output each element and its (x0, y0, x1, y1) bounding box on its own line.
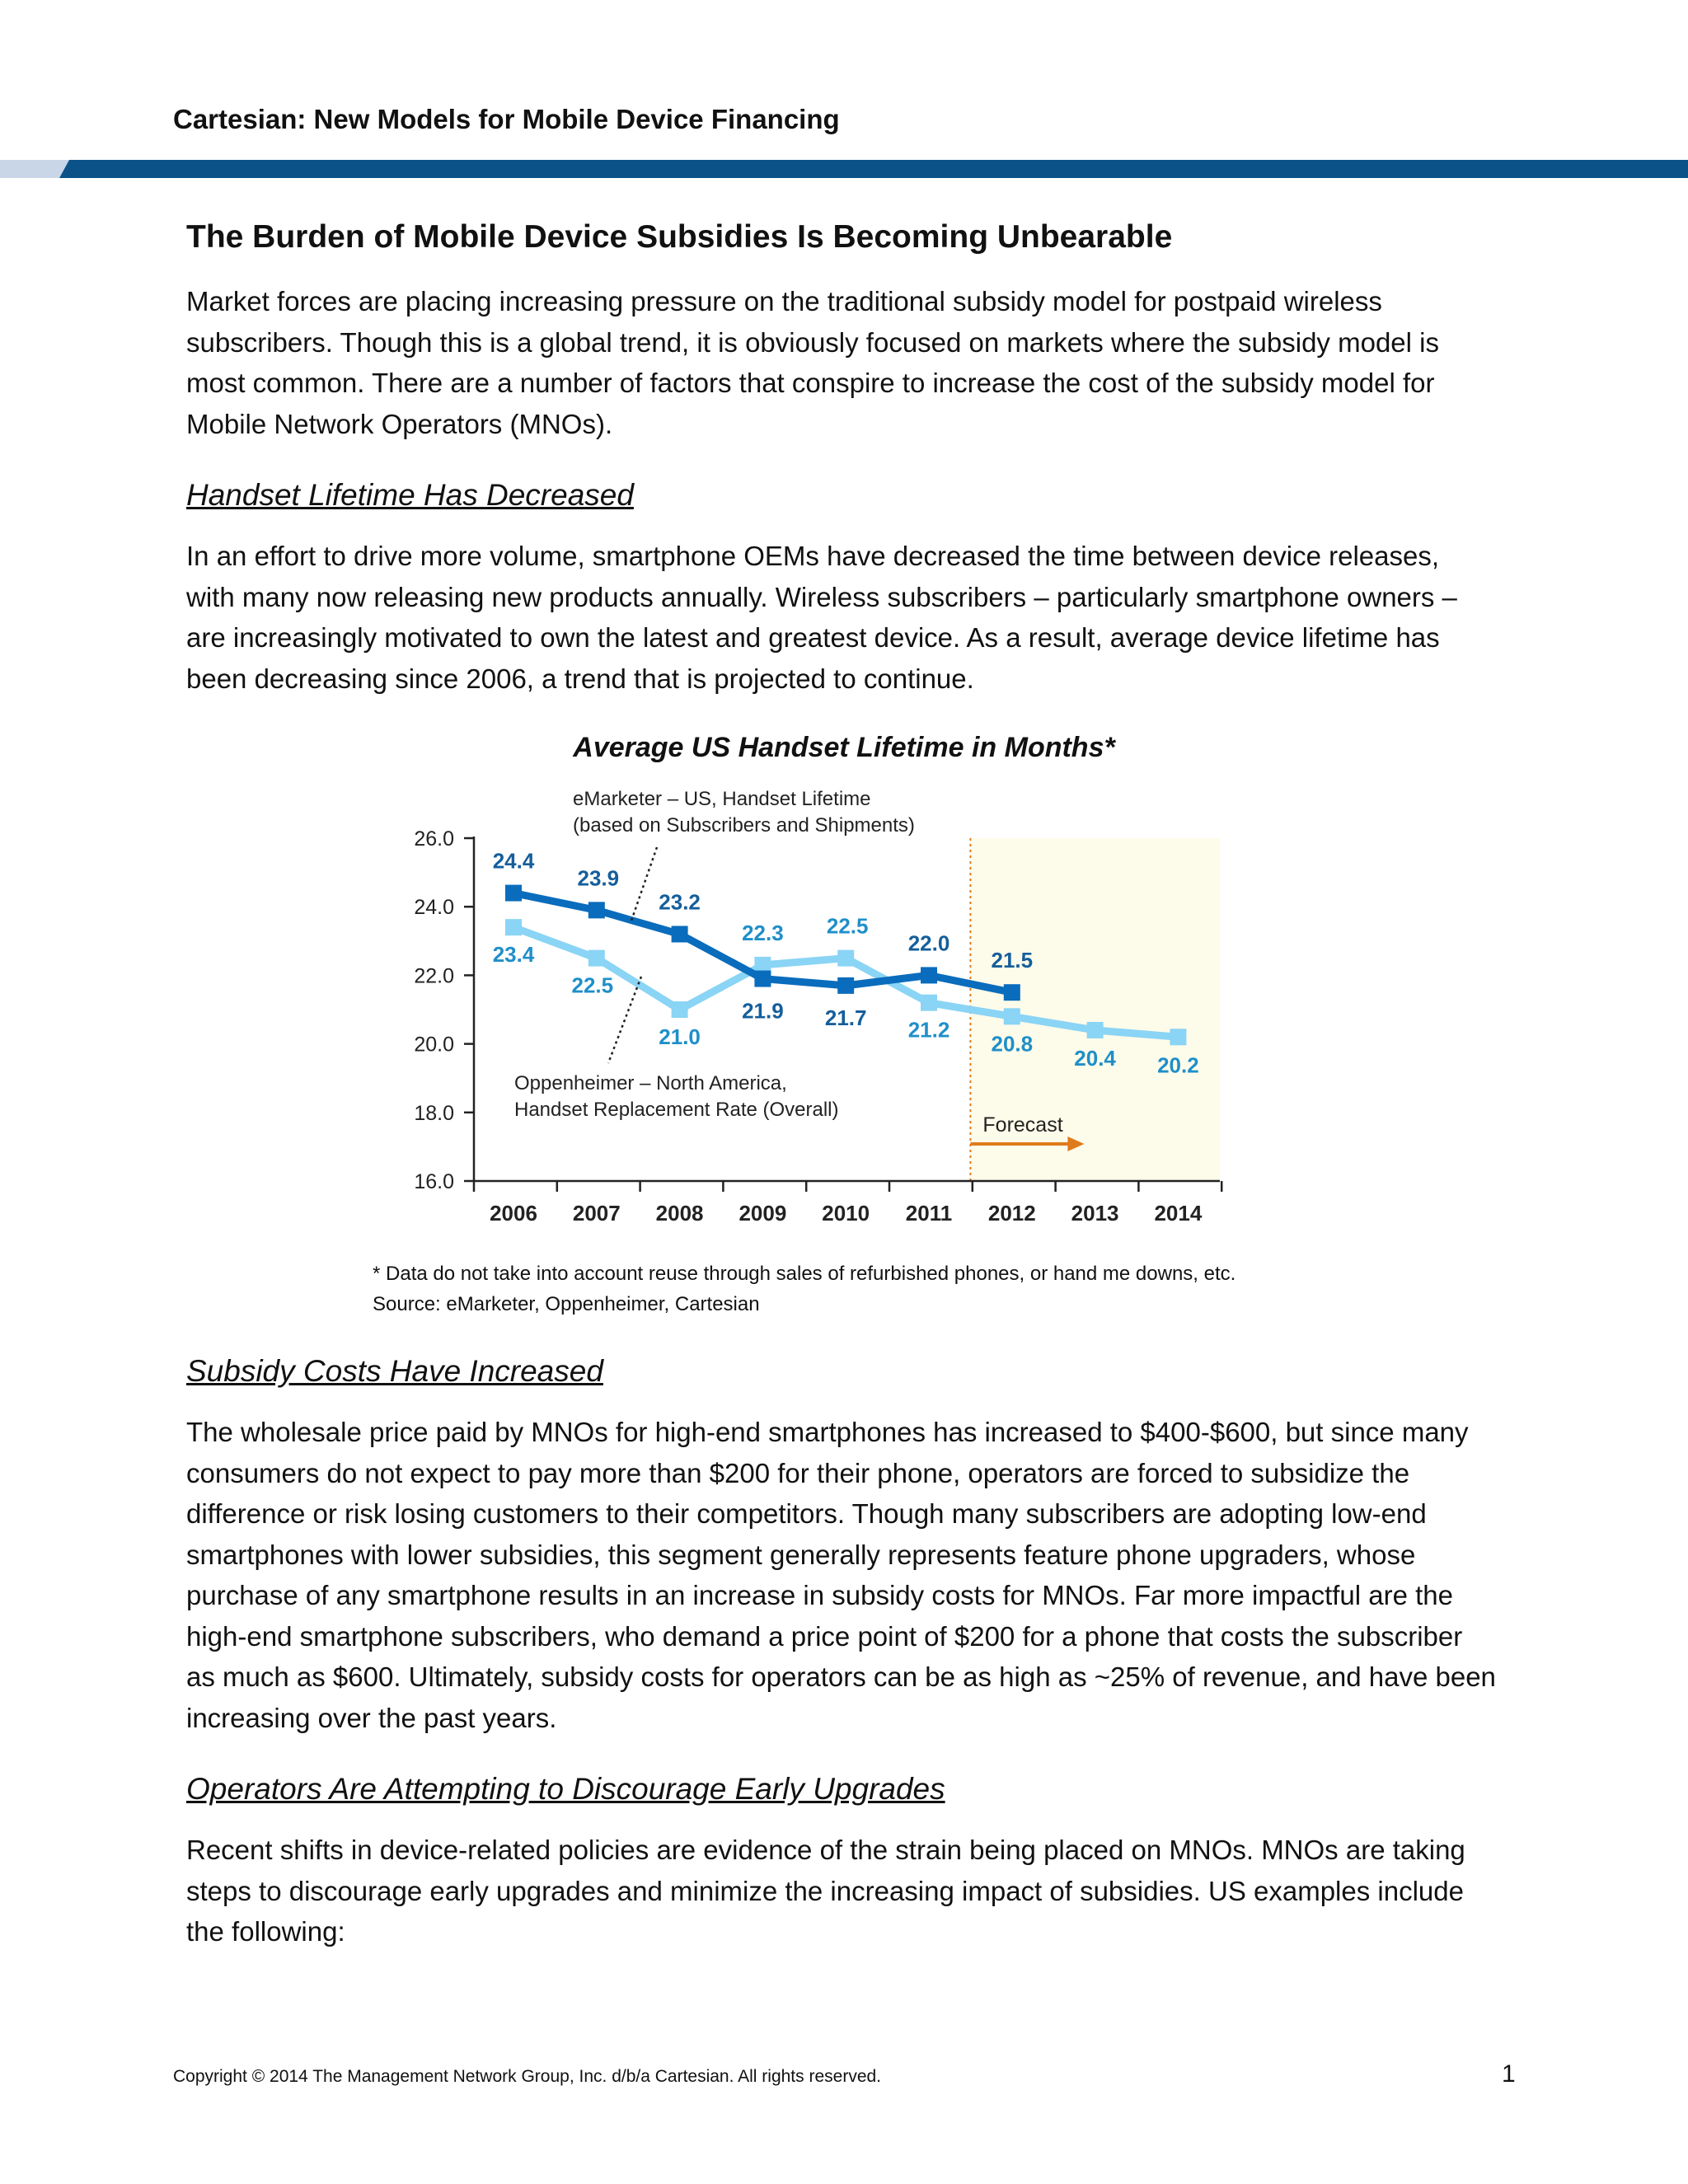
data-point-marker (672, 1001, 688, 1018)
operators-line: Recent shifts in device-related policies are evidence of the strain being placed on MNOs. MNOs are taking (186, 1835, 1465, 1865)
x-tick-label: 2012 (987, 1201, 1036, 1226)
data-point-marker (505, 919, 522, 935)
section-heading: The Burden of Mobile Device Subsidies Is Becoming Unbearable (186, 219, 1173, 255)
data-value-label: 22.3 (742, 920, 784, 945)
data-value-label: 22.5 (571, 972, 614, 998)
data-point-marker (1004, 984, 1020, 1001)
y-tick-label: 24.0 (414, 896, 454, 920)
header-bar-light-segment (0, 160, 69, 178)
header-bar-dark-segment (59, 160, 1688, 178)
handset-line: are increasingly motivated to own the latest and greatest device. As a result, average device lifetime has (186, 622, 1440, 653)
x-tick-label: 2006 (490, 1201, 537, 1226)
data-point-marker (837, 977, 854, 994)
data-value-label: 21.2 (907, 1017, 950, 1043)
document-header-title: Cartesian: New Models for Mobile Device Financing (173, 104, 840, 134)
data-value-label: 21.5 (991, 948, 1034, 973)
x-tick-label: 2013 (1071, 1201, 1119, 1226)
data-value-label: 24.4 (492, 848, 535, 874)
x-tick-label: 2010 (822, 1201, 870, 1226)
data-value-label: 23.2 (659, 889, 701, 915)
subsidy-line: as much as $600. Ultimately, subsidy costs for operators can be as high as ~25% of revenue, and have been (186, 1661, 1496, 1692)
data-point-marker (837, 950, 854, 967)
subsidy-line: high-end smartphone subscribers, who demand a price point of $200 for a phone that costs the subscriber (186, 1620, 1463, 1652)
operators-line: the following: (186, 1916, 345, 1947)
data-point-marker (505, 885, 522, 902)
header-bar (0, 160, 1688, 178)
data-point-marker (588, 950, 605, 967)
operators-paragraph (186, 1830, 1502, 1952)
data-value-label: 23.9 (577, 865, 620, 891)
subsidy-costs-heading: Subsidy Costs Have Increased (186, 1354, 603, 1388)
series-annotation-oppenheimer: Oppenheimer – North America, (514, 1072, 787, 1094)
y-tick-label: 20.0 (414, 1033, 454, 1057)
intro-line: Mobile Network Operators (MNOs). (186, 408, 613, 439)
data-value-label: 22.5 (826, 913, 869, 939)
operators-line: steps to discourage early upgrades and minimize the increasing impact of subsidies. US examples include (186, 1875, 1464, 1906)
data-point-marker (1004, 1008, 1020, 1024)
data-point-marker (921, 995, 937, 1011)
series-annotation-emarketer: (based on Subscribers and Shipments) (573, 814, 915, 837)
data-point-marker (1170, 1029, 1186, 1045)
series-annotation-oppenheimer: Handset Replacement Rate (Overall) (514, 1099, 839, 1121)
data-value-label: 20.2 (1157, 1052, 1199, 1078)
footer-copyright: Copyright © 2014 The Management Network Group, Inc. d/b/a Cartesian. All rights reserved. (173, 2067, 882, 2086)
subsidy-paragraph (186, 1412, 1502, 1738)
handset-line: with many now releasing new products annually. Wireless subscribers – particularly smartphone owners – (186, 581, 1457, 612)
x-tick-label: 2007 (572, 1201, 621, 1226)
data-point-marker (921, 967, 937, 983)
data-value-label: 20.4 (1074, 1045, 1116, 1071)
data-value-label: 21.0 (659, 1024, 701, 1049)
subsidy-line: purchase of any smartphone results in an increase in subsidy costs for MNOs. Far more impactful are the (186, 1580, 1453, 1610)
handset-line: been decreasing since 2006, a trend that is projected to continue. (186, 663, 974, 694)
subsidy-line: difference or risk losing customers to their competitors. Though many subscribers are adopting low-end (186, 1498, 1427, 1529)
data-value-label: 22.0 (907, 930, 950, 956)
x-tick-label: 2009 (738, 1201, 787, 1226)
data-value-label: 21.7 (824, 1005, 867, 1030)
handset-line: In an effort to drive more volume, smartphone OEMs have decreased the time between device releases, (186, 541, 1440, 571)
intro-line: subscribers. Though this is a global trend, it is obviously focused on markets where the subsidy model is (186, 326, 1439, 358)
forecast-label: Forecast (982, 1113, 1063, 1137)
handset-paragraph (186, 536, 1502, 699)
page-number: 1 (1502, 2060, 1516, 2088)
chart-title: Average US Handset Lifetime in Months* (573, 732, 1115, 763)
subsidy-line: smartphones with lower subsidies, this segment generally represents feature phone upgraders, whose (186, 1539, 1416, 1570)
data-value-label: 20.8 (991, 1031, 1034, 1057)
data-value-label: 21.9 (742, 998, 784, 1024)
y-tick-label: 18.0 (414, 1101, 454, 1125)
handset-lifetime-chart (0, 775, 1688, 1236)
subsidy-line: consumers do not expect to pay more than $200 for their phone, operators are forced to subsidize the (186, 1457, 1410, 1488)
data-point-marker (1087, 1022, 1104, 1038)
handset-lifetime-heading: Handset Lifetime Has Decreased (186, 478, 634, 512)
y-tick-label: 26.0 (414, 827, 454, 851)
subsidy-line: increasing over the past years. (186, 1702, 557, 1733)
data-point-marker (588, 902, 605, 918)
x-tick-label: 2008 (655, 1201, 704, 1226)
intro-line: most common. There are a number of factors that conspire to increase the cost of the subsidy model for (186, 368, 1435, 398)
y-tick-label: 16.0 (414, 1170, 454, 1193)
series-annotation-emarketer: eMarketer – US, Handset Lifetime (573, 788, 871, 810)
data-value-label: 23.4 (492, 942, 535, 968)
intro-line: Market forces are placing increasing pressure on the traditional subsidy model for postpaid wireless (186, 286, 1382, 316)
annotation-leader-emarketer (631, 847, 657, 923)
data-point-marker (754, 971, 771, 987)
chart-footnote: * Data do not take into account reuse through sales of refurbished phones, or hand me downs, etc. (373, 1263, 1236, 1285)
operators-heading: Operators Are Attempting to Discourage Early Upgrades (186, 1772, 945, 1806)
subsidy-line: The wholesale price paid by MNOs for high-end smartphones has increased to $400-$600, but since many (186, 1417, 1469, 1447)
data-point-marker (672, 926, 688, 942)
chart-source: Source: eMarketer, Oppenheimer, Cartesian (373, 1293, 760, 1315)
x-tick-label: 2014 (1154, 1201, 1203, 1226)
intro-paragraph (186, 281, 1502, 444)
y-tick-label: 22.0 (414, 964, 454, 988)
x-tick-label: 2011 (905, 1201, 953, 1226)
